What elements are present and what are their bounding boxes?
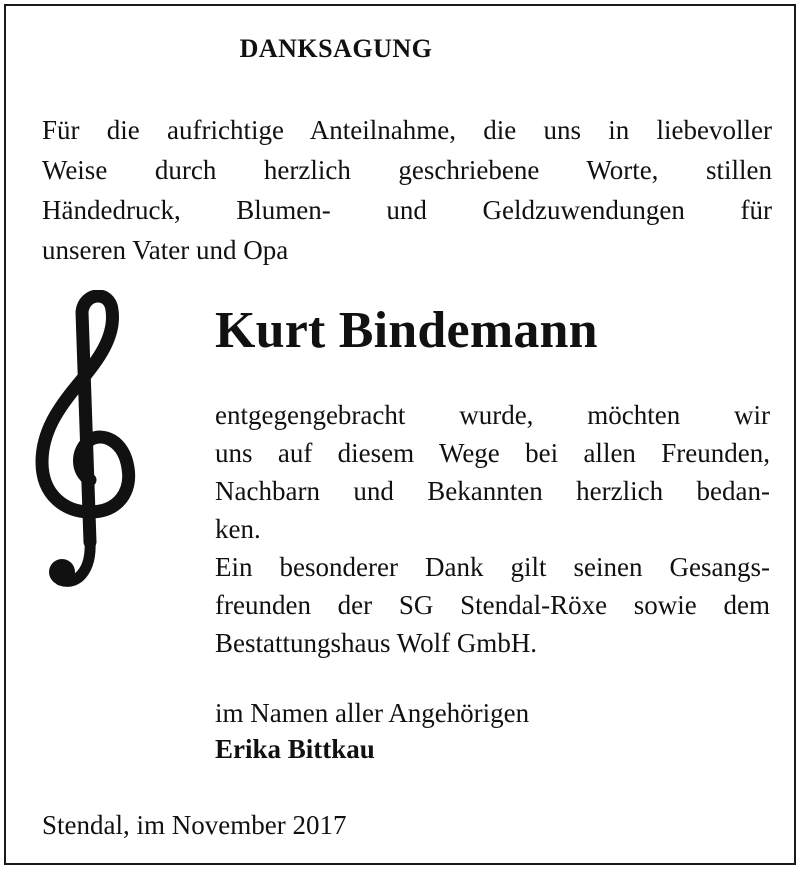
intro-text <box>42 110 772 270</box>
signature-line: im Namen aller Angehörigen <box>215 698 530 728</box>
thanks-line: uns auf diesem Wege bei allen Freunden, <box>215 438 770 468</box>
treble-clef-icon <box>32 290 142 600</box>
intro-line: Händedruck, Blumen- und Geldzuwendungen für <box>42 195 772 225</box>
thanks-text <box>215 396 770 662</box>
deceased-name: Kurt Bindemann <box>215 302 598 359</box>
intro-line: Für die aufrichtige Anteilnahme, die uns in liebevoller <box>42 115 772 145</box>
thanks-line: Bestattungshaus Wolf GmbH. <box>215 628 538 658</box>
signature-name: Erika Bittkau <box>215 734 375 764</box>
place-date: Stendal, im November 2017 <box>42 810 347 840</box>
intro-line: Weise durch herzlich geschriebene Worte, stillen <box>42 155 772 185</box>
thanks-line: freunden der SG Stendal-Röxe sowie dem <box>215 590 770 620</box>
intro-line: unseren Vater und Opa <box>42 235 289 265</box>
thanks-line: ken. <box>215 514 261 544</box>
thanks-line: entgegengebracht wurde, möchten wir <box>215 400 770 430</box>
thanks-line: Nachbarn und Bekannten herzlich bedan- <box>215 476 770 506</box>
notice-frame <box>4 4 796 865</box>
notice-heading: DANKSAGUNG <box>239 34 433 63</box>
thanks-line: Ein besonderer Dank gilt seinen Gesangs- <box>215 552 770 582</box>
